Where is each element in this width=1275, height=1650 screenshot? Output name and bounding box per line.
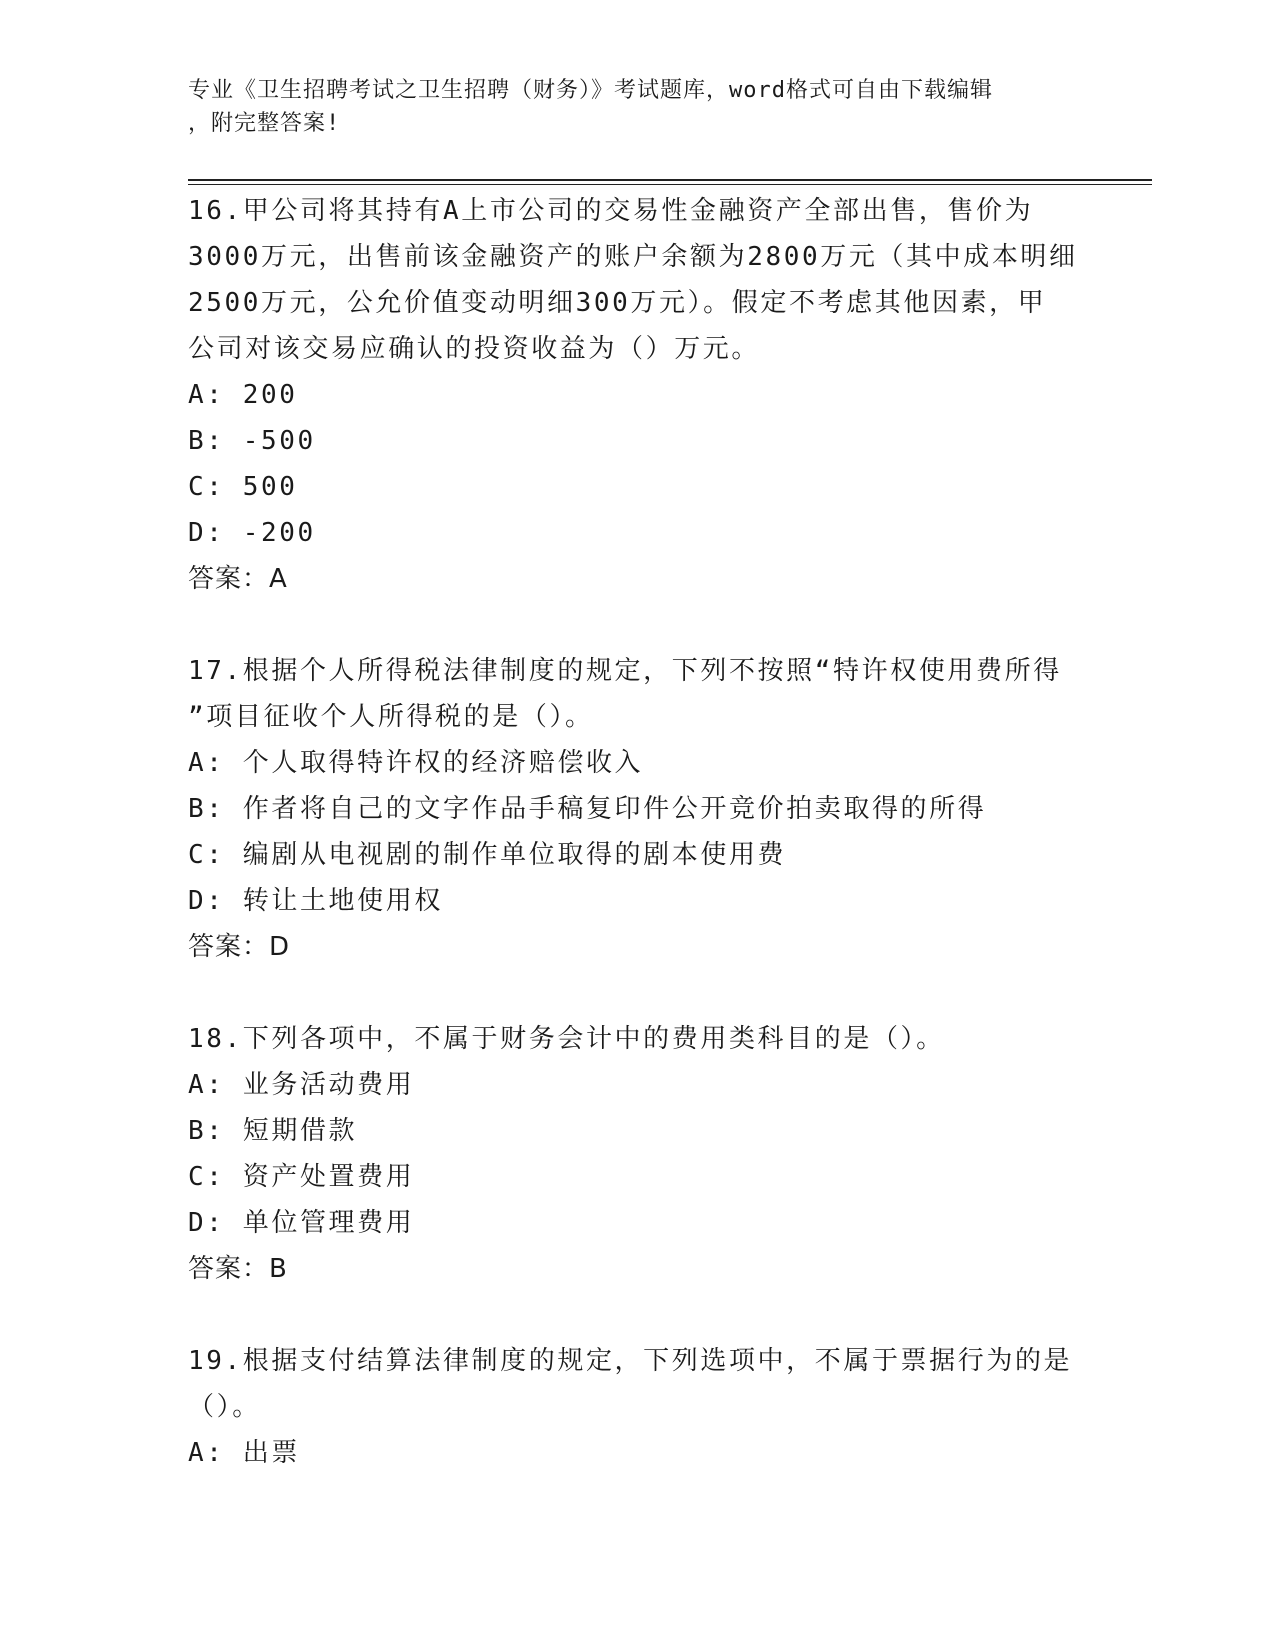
question-text (188, 1016, 1088, 1062)
question-18 (188, 1016, 1088, 1292)
option-a: A: 个人取得特许权的经济赔偿收入 (188, 748, 644, 778)
question-text (188, 1338, 1088, 1430)
header-divider-thick (188, 179, 1152, 181)
answer: 答案：A (188, 564, 288, 594)
question-line: 19.根据支付结算法律制度的规定，下列选项中，不属于票据行为的是 (188, 1346, 1073, 1376)
answer: 答案：D (188, 932, 291, 962)
option-d: D: -200 (188, 518, 316, 548)
question-line: 3000万元，出售前该金融资产的账户余额为2800万元（其中成本明细 (188, 242, 1078, 272)
option-b: B: 作者将自己的文字作品手稿复印件公开竞价拍卖取得的所得 (188, 794, 987, 824)
option-a: A: 业务活动费用 (188, 1070, 415, 1100)
header-line-1: 专业《卫生招聘考试之卫生招聘（财务）》考试题库，word格式可自由下载编辑 (188, 78, 993, 103)
question-line: 17.根据个人所得税法律制度的规定，下列不按照“特许权使用费所得 (188, 656, 1062, 686)
option-c: C: 资产处置费用 (188, 1162, 415, 1192)
option-c: C: 500 (188, 472, 298, 502)
question-text (188, 188, 1088, 372)
question-line: （）。 (188, 1392, 261, 1422)
header-line-2: ，附完整答案! (188, 111, 341, 136)
header-divider-thin (188, 184, 1152, 185)
question-line: 18.下列各项中，不属于财务会计中的费用类科目的是（）。 (188, 1024, 945, 1054)
option-b: B: 短期借款 (188, 1116, 358, 1146)
option-c: C: 编剧从电视剧的制作单位取得的剧本使用费 (188, 840, 787, 870)
option-a: A: 出票 (188, 1438, 300, 1468)
question-text (188, 648, 1088, 740)
option-a: A: 200 (188, 380, 298, 410)
document-header (188, 74, 1078, 140)
question-line: 公司对该交易应确认的投资收益为（）万元。 (188, 334, 761, 364)
question-list (188, 188, 1088, 1522)
question-line: ”项目征收个人所得税的是（）。 (188, 702, 594, 732)
option-d: D: 转让土地使用权 (188, 886, 443, 916)
question-17 (188, 648, 1088, 970)
option-b: B: -500 (188, 426, 316, 456)
question-line: 2500万元，公允价值变动明细300万元）。假定不考虑其他因素，甲 (188, 288, 1047, 318)
option-d: D: 单位管理费用 (188, 1208, 415, 1238)
question-19 (188, 1338, 1088, 1476)
answer: 答案：B (188, 1254, 288, 1284)
question-16 (188, 188, 1088, 602)
question-line: 16.甲公司将其持有A上市公司的交易性金融资产全部出售，售价为 (188, 196, 1034, 226)
